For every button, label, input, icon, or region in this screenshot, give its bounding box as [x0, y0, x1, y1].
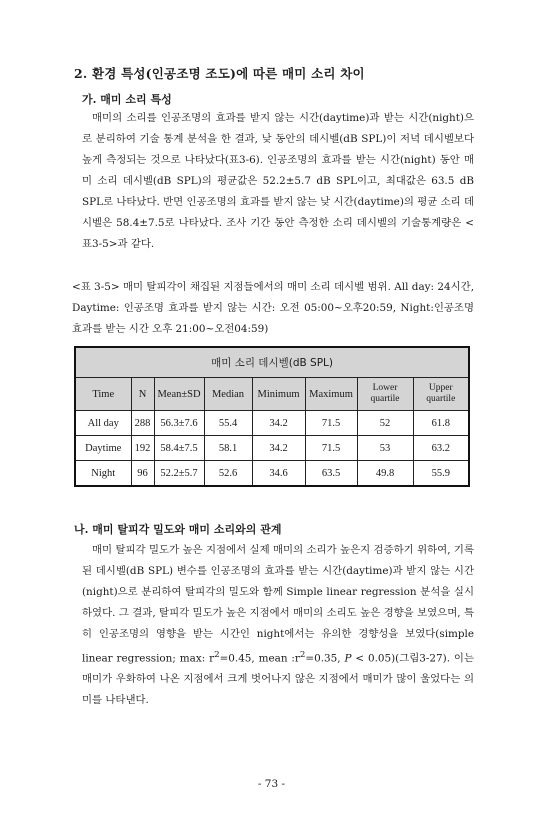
table-caption: <표 3-5> 매미 탈피각이 채집된 지점들에서의 매미 소리 데시벨 범위. All day: 24시간, Daytime: 인공조명 효과를 받지 않는 시간: 오전 05:00~오후20:59, Night:인공조명 효과를 받는 시간 오후 21:00~오전04:59) — [72, 281, 474, 335]
table-cell: 52.6 — [204, 461, 252, 487]
table-cell: 71.5 — [305, 436, 357, 461]
p-value-symbol: P — [344, 652, 352, 665]
paragraph-cicada-sound: 매미의 소리를 인공조명의 효과를 받지 않는 시간(daytime)과 받는 시간(night)으로 분리하여 기술 통계 분석을 한 결과, 낮 동안의 데시벨(dB SPL)이 저녁 데시벨보다 높게 측정되는 것으로 나타났다(표3-6). 인공조명의 효과를 받는 시간(night) 동안 매미 소리 데시벨(dB SPL)의 평균값은 52.2±5.7 dB SPL이고, 최대값은 63.5 dB SPL로 나타났다. 반면 인공조명의 효과를 받지 않는 낮 시간(daytime)의 평균 소리 데시벨은 58.4±7.5로 나타났다. 조사 기간 동안 측정한 소리 데시벨의 기술통계량은 <표3-5>과 같다. — [82, 112, 475, 250]
paragraph-regression — [82, 540, 474, 711]
table-cell: 192 — [131, 436, 154, 461]
table-cell: 34.2 — [252, 436, 305, 461]
table-cell: 288 — [131, 411, 154, 436]
table-cell: 55.9 — [413, 461, 469, 487]
table-cell: 63.5 — [305, 461, 357, 487]
table-cell: All day — [75, 411, 131, 436]
table-row — [75, 411, 469, 436]
table-cell: 49.8 — [357, 461, 413, 487]
table-cell: 55.4 — [204, 411, 252, 436]
table-cell: 71.5 — [305, 411, 357, 436]
table-cell: Night — [75, 461, 131, 487]
column-header: Time — [75, 378, 131, 411]
paragraph-text: =0.35, — [305, 652, 345, 665]
table-cell: 53 — [357, 436, 413, 461]
table-cell: 58.4±7.5 — [154, 436, 204, 461]
paragraph-text: =0.45, mean :r — [219, 652, 300, 665]
superscript: 2 — [299, 650, 306, 660]
table-cell: 58.1 — [204, 436, 252, 461]
table-cell: 56.3±7.6 — [154, 411, 204, 436]
table-cell: 52.2±5.7 — [154, 461, 204, 487]
column-header: Upper quartile — [413, 378, 469, 411]
table-cell: 34.6 — [252, 461, 305, 487]
subsection-heading-a: 가. 매미 소리 특성 — [82, 93, 172, 106]
table-cell: 52 — [357, 411, 413, 436]
column-header: Maximum — [305, 378, 357, 411]
table-title: 매미 소리 데시벨(dB SPL) — [75, 347, 469, 378]
table-cell: 96 — [131, 461, 154, 487]
page-number: - 73 - — [257, 778, 286, 790]
table-cell: 63.2 — [413, 436, 469, 461]
table-cell: 61.8 — [413, 411, 469, 436]
table-row — [75, 436, 469, 461]
table-cell: 34.2 — [252, 411, 305, 436]
table-row — [75, 461, 469, 487]
decibel-stats-table — [74, 346, 470, 487]
column-header: Mean±SD — [154, 378, 204, 411]
table-cell: Daytime — [75, 436, 131, 461]
column-header: Median — [204, 378, 252, 411]
column-header: Minimum — [252, 378, 305, 411]
column-header: Lower quartile — [357, 378, 413, 411]
section-heading: 2. 환경 특성(인공조명 조도)에 따른 매미 소리 차이 — [74, 66, 365, 81]
superscript: 2 — [214, 650, 220, 660]
paragraph-text: 매미 탈피각 밀도가 높은 지점에서 실제 매미의 소리가 높은지 검증하기 위하여, 기록된 데시벨(dB SPL) 변수를 인공조명의 효과를 받는 시간(daytime)과 받지 않는 시간(night)으로 분리하여 탈피각의 밀도와 함께 Simple linear regression 분석을 실시하였다. 그 결과, 탈피각 밀도가 높은 지점에서 매미의 소리도 높은 경향을 보였으며, 특히 인공조명의 영향을 받는 시간인 night에서는 유의한 경향성을 보였다(simple linear regression; max: r — [82, 544, 474, 665]
subsection-heading-b: 나. 매미 탈피각 밀도와 매미 소리와의 관계 — [74, 523, 282, 536]
column-header: N — [131, 378, 154, 411]
paragraph-text: < 0.05)(그림3-27). 이는 매미가 우화하여 나온 지점에서 크게 벗어나지 않은 지점에서 매미가 많이 울었다는 의미를 나타낸다. — [82, 652, 474, 707]
